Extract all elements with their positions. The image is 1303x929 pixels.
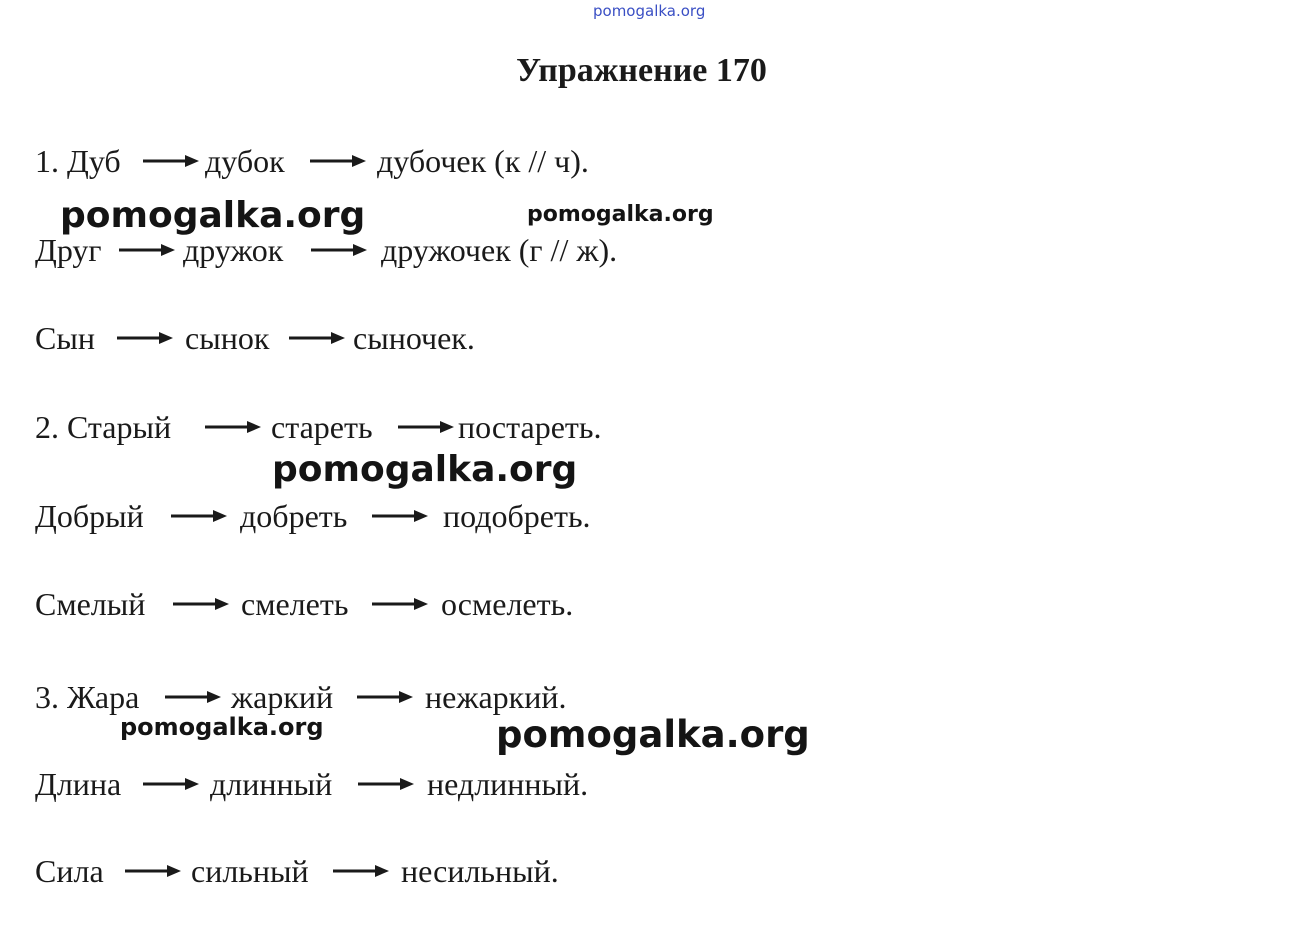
exercise-line-9	[35, 849, 615, 893]
word-final: подобреть.	[443, 498, 591, 534]
word-base: Друг	[35, 232, 102, 268]
right-arrow-icon	[398, 421, 454, 433]
word-derived: дружок	[183, 232, 284, 268]
right-arrow-icon	[289, 332, 345, 344]
right-arrow-icon	[311, 244, 367, 256]
word-derived: стареть	[271, 409, 373, 445]
watermark: pomogalka.org	[496, 713, 810, 756]
word-base: 1. Дуб	[35, 143, 121, 179]
right-arrow-icon	[165, 691, 221, 703]
exercise-line-5	[35, 494, 655, 538]
right-arrow-icon	[372, 510, 428, 522]
right-arrow-icon	[372, 598, 428, 610]
right-arrow-icon	[143, 778, 199, 790]
watermark: pomogalka.org	[60, 195, 366, 236]
word-final: сыночек.	[353, 320, 475, 356]
word-derived: сынок	[185, 320, 270, 356]
word-derived: добреть	[240, 498, 348, 534]
right-arrow-icon	[358, 778, 414, 790]
right-arrow-icon	[125, 865, 181, 877]
right-arrow-icon	[171, 510, 227, 522]
right-arrow-icon	[310, 155, 366, 167]
watermark: pomogalka.org	[120, 713, 324, 741]
watermark: pomogalka.org	[272, 449, 578, 490]
word-derived: смелеть	[241, 586, 349, 622]
watermark: pomogalka.org	[527, 202, 714, 227]
word-final: нежаркий.	[425, 679, 567, 715]
right-arrow-icon	[357, 691, 413, 703]
word-base: 2. Старый	[35, 409, 172, 445]
word-base: Длина	[35, 766, 122, 802]
word-derived: длинный	[210, 766, 333, 802]
word-final: постареть.	[458, 409, 602, 445]
exercise-line-3	[35, 316, 555, 360]
exercise-line-4	[35, 405, 675, 449]
word-derived: жаркий	[231, 679, 334, 715]
word-final: недлинный.	[427, 766, 589, 802]
word-base: Смелый	[35, 586, 146, 622]
word-base: Сила	[35, 853, 104, 889]
word-base: 3. Жара	[35, 679, 140, 715]
right-arrow-icon	[117, 332, 173, 344]
right-arrow-icon	[173, 598, 229, 610]
word-derived: дубок	[205, 143, 285, 179]
word-base: Сын	[35, 320, 95, 356]
right-arrow-icon	[119, 244, 175, 256]
watermark-top: pomogalka.org	[593, 2, 706, 20]
exercise-line-8	[35, 762, 635, 806]
exercise-line-1	[35, 139, 675, 183]
word-final: осмелеть.	[441, 586, 574, 622]
right-arrow-icon	[333, 865, 389, 877]
right-arrow-icon	[143, 155, 199, 167]
word-final: дубочек (к // ч).	[377, 143, 589, 179]
word-final: несильный.	[401, 853, 559, 889]
word-base: Добрый	[35, 498, 144, 534]
right-arrow-icon	[205, 421, 261, 433]
exercise-line-6	[35, 582, 635, 626]
word-final: дружочек (г // ж).	[381, 232, 618, 268]
page-title: Упражнение 170	[516, 52, 767, 89]
word-derived: сильный	[191, 853, 309, 889]
